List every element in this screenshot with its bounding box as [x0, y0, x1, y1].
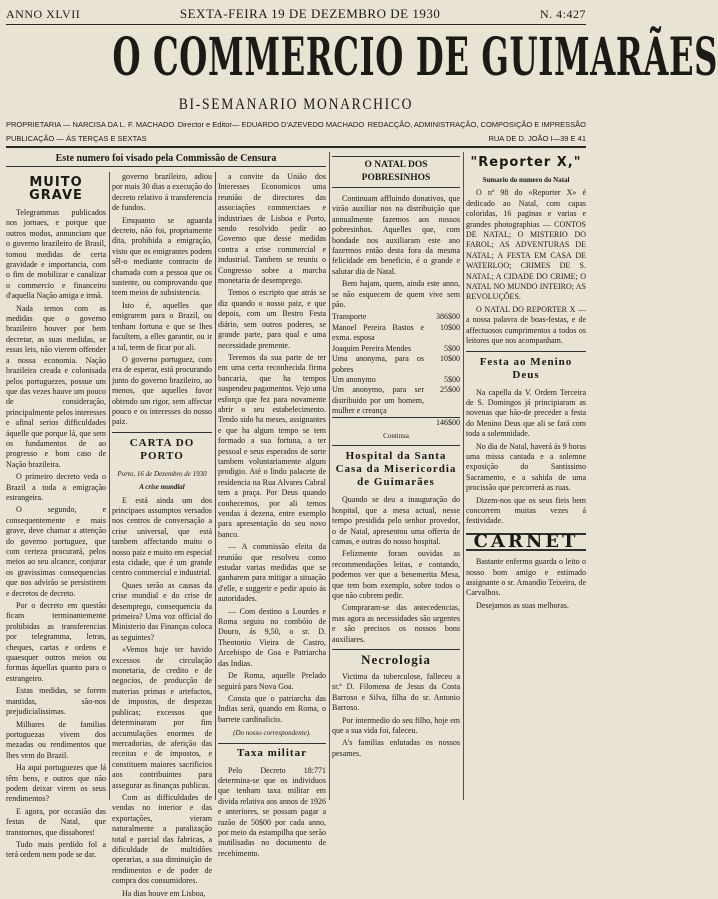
proprietaria-label: PROPRIETARIA — NARCISA DA L. F. MACHADO	[6, 120, 175, 129]
top-info-line	[6, 6, 586, 22]
article-paragraph: No dia de Natal, haverá ás 9 horas uma missa cantada e a solemne exposição do Santissimo Sacramento, e a sahida de uma procissão que percorrerá as ruas.	[466, 441, 586, 493]
masthead-subtitle: BI-SEMANARIO MONARCHICO	[178, 96, 414, 113]
top-rule	[6, 24, 586, 25]
article-subheading: A crise mundial	[139, 483, 185, 492]
issue-number: N. 4:427	[540, 6, 586, 21]
article-paragraph: Quando se deu a inauguração do hospital, que a mesa actual, nesse tempo presidida pelo senhor provedor, o de Natal, apresentou uma offerta de camas, e outras do nosso hospital.	[332, 495, 460, 546]
article-paragraph: E agora, por occasião das festas de Natal, que transtornos, que dissabores!	[6, 806, 106, 837]
article-paragraph: O governo portuguez, com era de esperar, está procurando junto do governo brazileiro, ao menos, que aquelles favor obtendo um rigor, sem affectar pouco e os interesses do nosso paiz.	[112, 354, 212, 427]
article-paragraph: O nº 98 do «Reporter X» é dedicado ao Natal, com capas coloridas, 16 paginas e varias e grandes photographias — CONTOS DE NATAL; O MISTERIO DO FAROL; AS ADVENTURAS DE NATAL; A FESTA EM CASA DE WATERLOO; CRIMES DE S. NATAL; A CIDADE DO CRIME; O NATAL NO MUNDO INTEIRO; AS REVOLUÇÕES.	[466, 188, 586, 302]
article-paragraph: — Com destino a Lourdes e Roma seguiu no combóio de Douro, ás 9,50, o sr. D. Theotonio Vieira de Castro, Arcebispo de Goa e Patriarcha das Indias.	[218, 606, 326, 668]
article-heading: Taxa militar	[218, 743, 326, 760]
article-paragraph: A's familias enlutadas os nossos pesames.	[332, 738, 460, 758]
article-paragraph: Telegrammas publicados nos jornaes, e porque que outros modos, annunciam que o governo brazileiro de Brasil, tomou medidas de certa gravidade e importancia, com o fim de mobilizar e canalizar o commercio e financeiro d'aquella Nação amiga e irmã.	[6, 208, 106, 301]
article-paragraph: Com as difficuldades de vendas no interior e das exportações, vieram naturalmente a paralização total e parcial das fabricas, a dificuldade de multidões operarias, a sua diminuição de rendimentos e de poder de compra dos consumidores.	[112, 792, 212, 886]
article-paragraph: Ha dias houve em Lisboa,	[122, 888, 206, 898]
article-paragraph: Continuam affluindo donativos, que virão auxiliar nos na distribuição que annualmente fazemos aos nossos pobresinhos. Aquelles que, com bondade nos auxiliaram este ano fazermos então desta fora da mesma felicidade em beneficio, é o grande e salutar dia de Natal.	[332, 194, 460, 276]
signature: (Do nosso correspondente).	[233, 729, 311, 738]
donation-row: Manoel Pereira Bastos e exma. esposa 10$00	[332, 322, 460, 343]
article-paragraph: O segundo, e consequentemente e mais grave, deve chamar a attenção do governo portuguez, que com certeza procurará, pelos meios ao seu alcance, conjurar os gravissimas consequencias que nos advirão se persistirem e decretos de decreto.	[6, 505, 106, 598]
article-paragraph: O primeiro decreto veda o Brazil a toda a emigração estrangeira.	[6, 472, 106, 502]
article-paragraph: Bem hajam, quem, ainda este anno, se não esquecem de quem vive sem pão.	[332, 279, 460, 310]
article-paragraph: Teremos da sua parte de ter em uma certa reconhecida firma bancaria, que ha tempos suspendeu pagamentos. Vejo uma esforço que fez para novamente abrir o seu estabelecimento. Tendo sido ha meses, assignantes e que ha algum tempo se tem formado a sua fortuna, a ter pessoal e seus esperados de sorte tambem voluntariamente algum prodigio. Até o lindo palacete de residencia na Rua Alvares Cabral tem a praça. Por Deus quando conhecemos, por ali temos vendas á dezena, entre exemplo para apresentação do seu novo banco.	[218, 352, 326, 539]
donations-list	[332, 312, 460, 427]
meta-row-2	[6, 134, 586, 143]
article-paragraph: Nada temos com as medidas que o governo brazileiro houver por bem decretar, as suas medidas, se essas leis, não vierem offender a nossa economia. Nação brazileira creada e colonisada pelos portuguezes, possue um que das vezes hauve um pouco de consideração, principalmente pelos interesses e afinal serios difficuldades áquelle que porque lá, que sem os fundamentos de ao progresso e bom caso de Nação brazileira.	[6, 303, 106, 469]
donation-row: Transporte 386$00	[332, 312, 460, 322]
article-paragraph: governo brazileiro, adiou por mais 30 dias a execução do decreto relativo á transferencia de fundos.	[112, 172, 212, 213]
article-paragraph: Victima da tuberculose, falleceu a sr.ª D. Filomena de Jesus da Costa Barroso e Silva, filha do sr. Antonio Barroso.	[332, 672, 460, 713]
ano-label: ANNO XLVII	[6, 6, 81, 21]
column-muito-grave	[6, 172, 106, 860]
article-paragraph: — A commissão eleita da reunião que resolveu como estudar varias medidas que se ganharem para mitigar a situação d'elle, e suggerir e pedir apoio ás autoridades.	[218, 542, 326, 604]
article-paragraph: Felizmente foram ouvidas as recommendações leitas, e contando, podemos ver que a benemerita Mesa, que tem bom exemplo, sobre todos o que não cobrem pedir.	[332, 549, 460, 600]
column-divider	[215, 172, 216, 800]
donation-row: Um anonymo 5$00	[332, 374, 460, 384]
article-paragraph: Por o decreto em questão ficam terminantemente prohibidas as transferencias por telegramma, letras, cheques, cartas e ordens e quaesquer outros meios ou formas áquellas quanto para o estrangeiro.	[6, 601, 106, 683]
masthead-title: O COMMERCIO DE GUIMARÃES	[112, 27, 718, 88]
article-heading: O NATAL DOS POBRESINHOS	[332, 156, 460, 188]
article-paragraph: E está ainda um dos principaes assumptos versados nos centros de conversação a crise universal, que está tambem affectando muito o nosso paiz e muito em especial esta cidade, que é um grande centro commercial e industrial.	[112, 495, 212, 578]
column-divider	[463, 152, 464, 800]
article-paragraph: Desejamos as suas melhoras.	[476, 600, 569, 610]
article-paragraph: O NATAL DO REPORTER X — a nossa palavra de boas-festas, e de affectuosos cumprimentos a todos os leitores que nos acompanham.	[466, 304, 586, 346]
article-heading: Necrologia	[332, 649, 460, 666]
publicacao-label: PUBLICAÇÃO — ÁS TERÇAS E SEXTAS	[6, 134, 147, 143]
article-heading: CARTA DO PORTO	[112, 432, 212, 463]
article-paragraph: Dizem-nos que os seus fieis bem concorrem muitas vezes á festividade.	[466, 495, 586, 526]
article-paragraph: Quaes serão as causas da crise mundial e do crise de desemprego, consequencia da primeira? Uma voz official do Ministerio das Finanças coloca as seguintes?	[112, 580, 212, 642]
article-paragraph: Milhares de familias portuguezas vivem dos mezadas ou rendimentos que lhes vem do Brazil.	[6, 719, 106, 760]
article-paragraph: Emquanto se aguarda decreto, não foi, propriamente dita, prohibida a emigração, visto que os emigrantes podem sêl-o mediante contracto de chamada com a pessoa que os sustente, ou comprovando que teem meios de subsistencia.	[112, 215, 212, 298]
article-paragraph: Pelo Decreto 18:771 determina-se que os individuos que tenham taxa militar em divida relativa aos annos de 1926 e anteriores, se possam pagar a razão de 50$00 por cada anno, por meio da estampilha que serão inutilisadas no documento de recebimento.	[218, 765, 326, 858]
article-paragraph: Por intermedio do seu filho, hoje em que a sua vida foi, faleceu.	[332, 715, 460, 736]
donation-row: Joaquim Pereira Mendes 5$00	[332, 343, 460, 353]
article-paragraph: Bastante enfermo guarda o leito o nosso bom amigo e estimado assignante o sr. Amandio Teixeira, de Carvalhos.	[466, 557, 586, 598]
article-paragraph: Ha aqui portuguezes que lá têm bens, e outros que não podem deixar virem os seus rendimentos?	[6, 763, 106, 804]
masthead-rule	[6, 146, 586, 148]
column-carta-do-porto	[112, 172, 212, 898]
column-divider	[329, 152, 330, 800]
article-paragraph: Na capella da V. Ordem Terceira de S. Domingos já principiaram as novenas que hão-de preceder a festa do Menino Deus que ali se fará com toda a solemnidade.	[466, 387, 586, 439]
article-paragraph: Isto é, aquelles que emigrarem para o Brazil, ou tenham fortuna e que se lhes facultem, a elles garantir, ou ir a tal, teem de ficar por ali.	[112, 300, 212, 352]
article-paragraph: De Roma, aquelle Prelado seguirá para Nova Goa.	[218, 671, 326, 691]
article-subheading: Sumario do numero do Natal	[482, 176, 570, 184]
donation-row: Uma anonyma, para os pobres 10$00	[332, 354, 460, 374]
continua-label: Continua	[383, 431, 409, 440]
redaccao-label: REDACÇÃO, ADMINISTRAÇÃO, COMPOSIÇÃO E IMPRESSÃO	[367, 120, 586, 129]
article-paragraph: Temos o escripto que atrás se diz quando o nosso paiz, e que depois, com um Bestro Festa diário, sem outros poderes, se grande parte, para qual e uma necessidade premente.	[218, 288, 326, 350]
director-label: Director e Editor— EDUARDO D'AZEVEDO MACHADO	[177, 120, 365, 129]
meta-row-1	[6, 120, 586, 129]
column-continued	[218, 172, 326, 858]
article-paragraph: a convite da União dos Interesses Economicos uma reunião de directores das associações commerciaes e industriaes de Lisboa e Porto, sendo resolvido pedir ao Governo que desse medidas contra a crise commercial e industrial. Tambem se reuniu o Congresso sobre a marcha monetaria de desemprego.	[218, 172, 326, 286]
date-label: SEXTA-FEIRA 19 DE DEZEMBRO DE 1930	[179, 6, 441, 21]
article-paragraph: «Vemos hoje ter havido excessos de circulação monetaria, de credito e de negocios, de producção de materias primas e artefactos, de impostos, de despezas publicas; excessos que determinaram por fim accumulações enormes de mercadorias, de aferição das receitas e de impostos, e constituem maiores sacrificios aos contribuintes para assegurar as finanças publicas.	[112, 645, 212, 790]
column-reporter-x	[466, 152, 586, 800]
censorship-banner: Este numero foi visado pela Commissão de Censura	[6, 152, 326, 167]
carnet-heading: CARNET	[466, 533, 586, 551]
donation-total: 146$00	[332, 417, 460, 428]
article-paragraph: Tudo mais perdido fol a terá ordem nem pode se dar.	[6, 839, 106, 860]
donation-row: Um anonymo, para ser distribuido por um homem, mulher e creança 25$00	[332, 385, 460, 416]
article-heading: Hospital da Santa Casa da Misericordia de Guimarães	[332, 445, 460, 489]
column-divider	[109, 172, 110, 800]
article-paragraph: Compraram-se das antecedencias, mas agora as necessidades são urgentes e são precisos os nossos bons auxiliares.	[332, 603, 460, 644]
article-heading: "Reporter X,"	[470, 155, 582, 170]
dateline: Porto, 16 de Dezembro de 1930	[117, 469, 207, 478]
column-natal-pobresinhos	[332, 152, 460, 800]
article-paragraph: Consta que o patriarcha das Indias será, quando em Roma, o barrete cardinalicio.	[218, 693, 326, 724]
rua-label: RUA DE D. JOÃO I—39 E 41	[488, 134, 586, 143]
article-heading: MUITO GRAVE	[29, 175, 83, 203]
article-paragraph: Estas medidas, se forem mantidas, são-nos prejudicialissimas.	[6, 686, 106, 717]
article-heading: Festa ao Menino Deus	[466, 351, 586, 382]
